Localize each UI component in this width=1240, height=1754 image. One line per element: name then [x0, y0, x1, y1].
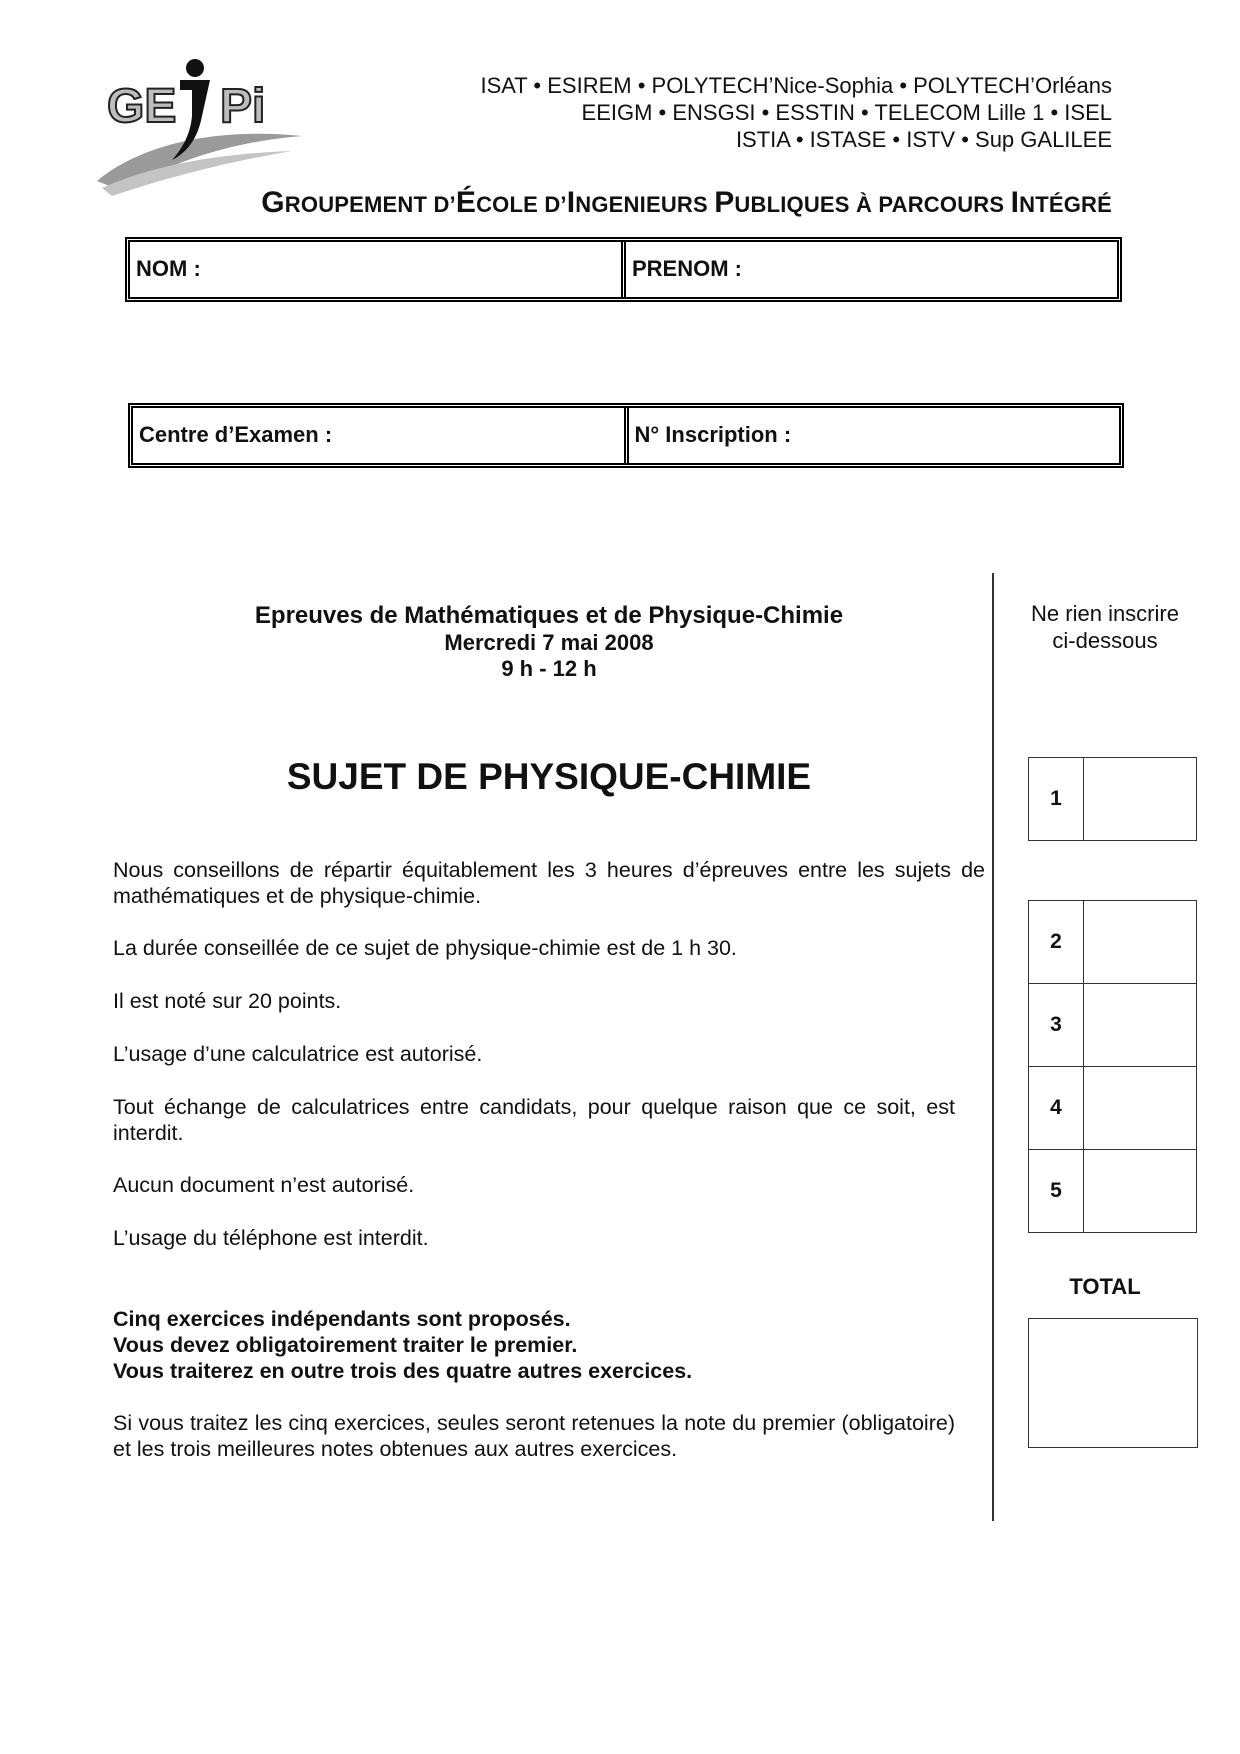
geipi-logo [92, 56, 307, 196]
exercise-number: 4 [1029, 1067, 1084, 1150]
total-label: TOTAL [1069, 1274, 1141, 1299]
subject-title: SUJET DE PHYSIQUE-CHIMIE [286, 756, 812, 797]
exam-time: 9 h - 12 h [501, 656, 597, 681]
instruction-paragraph: Il est noté sur 20 points. [113, 989, 342, 1013]
group-title-initial: É [455, 186, 477, 219]
exercise-number: 2 [1029, 901, 1084, 984]
score-cell [1084, 984, 1197, 1067]
instruction-paragraph: La durée conseillée de ce sujet de physique-chimie est de 1 h 30. [113, 936, 737, 960]
prenom-label: PRENOM : [632, 256, 742, 281]
inscription-label: N° Inscription : [634, 422, 792, 447]
nom-label: NOM : [136, 256, 201, 281]
grade-row [1029, 1150, 1197, 1233]
group-title-initial: P [714, 186, 735, 219]
score-cell [1084, 901, 1197, 984]
grade-row [1029, 758, 1197, 841]
group-title [261, 186, 1112, 220]
group-title-initial: G [261, 186, 285, 219]
exercise-number: 3 [1029, 984, 1084, 1067]
rule-line: Vous traiterez en outre trois des quatre autres exercices. [113, 1359, 693, 1383]
instruction-paragraph: Tout échange de calculatrices entre candidats, pour quelque raison que ce soit, est interdit. [113, 1095, 955, 1145]
group-title-part: UBLIQUES À PARCOURS [734, 192, 1011, 217]
group-title-part: COLE D’ [476, 192, 567, 217]
do-not-write-note [1005, 600, 1205, 654]
prenom-field[interactable] [621, 242, 1117, 297]
instruction-paragraph: Nous conseillons de répartir équitablement les 3 heures d’épreuves entre les sujets de mathématiques et de physique-chimie. [113, 858, 985, 908]
instruction-paragraph: L’usage du téléphone est interdit. [113, 1226, 429, 1250]
instruction-paragraph: Aucun document n’est autorisé. [113, 1173, 415, 1197]
grade-table-1 [1028, 757, 1197, 841]
group-title-part: NTÉGRÉ [1019, 192, 1112, 217]
margin-divider [992, 573, 994, 1521]
note-line: Ne rien inscrire [1031, 601, 1179, 626]
name-box [125, 237, 1122, 302]
partner-schools [480, 72, 1112, 153]
schools-line: ISAT • ESIREM • POLYTECH’Nice-Sophia • POLYTECH’Orléans [480, 73, 1112, 98]
grade-row [1029, 901, 1197, 984]
total-score-box [1028, 1318, 1198, 1448]
centre-label: Centre d’Examen : [139, 422, 333, 447]
schools-line: ISTIA • ISTASE • ISTV • Sup GALILEE [735, 127, 1112, 152]
centre-field[interactable] [133, 408, 624, 463]
inscription-field[interactable] [624, 408, 1120, 463]
note-line: ci-dessous [1052, 628, 1158, 653]
svg-text:GE: GE [107, 80, 177, 133]
group-title-initial: I [1010, 186, 1020, 219]
exam-info-box [128, 403, 1124, 468]
instruction-paragraph: L’usage d’une calculatrice est autorisé. [113, 1042, 483, 1066]
exam-title: Epreuves de Mathématiques et de Physique-Chimie [254, 602, 844, 629]
exercise-rules [113, 1306, 985, 1384]
score-cell [1084, 1067, 1197, 1150]
grade-table-2 [1028, 900, 1197, 1233]
grade-row [1029, 1067, 1197, 1150]
group-title-part: NGENIEURS [575, 192, 715, 217]
exam-date: Mercredi 7 mai 2008 [444, 630, 654, 655]
svg-text:Pi: Pi [220, 80, 266, 133]
instruction-paragraph: Si vous traitez les cinq exercices, seules seront retenues la note du premier (obligatoire) et les trois meilleures notes obtenues aux autres exercices. [113, 1411, 955, 1461]
group-title-initial: I [566, 186, 576, 219]
group-title-part: ROUPEMENT D’ [284, 192, 456, 217]
score-cell [1084, 758, 1197, 841]
exercise-number: 5 [1029, 1150, 1084, 1233]
schools-line: EEIGM • ENSGSI • ESSTIN • TELECOM Lille 1 • ISEL [581, 100, 1112, 125]
nom-field[interactable] [130, 242, 621, 297]
rule-line: Vous devez obligatoirement traiter le premier. [113, 1333, 578, 1357]
grade-row [1029, 984, 1197, 1067]
exam-header [113, 602, 985, 682]
exercise-number: 1 [1029, 758, 1084, 841]
rule-line: Cinq exercices indépendants sont proposés. [113, 1307, 571, 1331]
score-cell [1084, 1150, 1197, 1233]
